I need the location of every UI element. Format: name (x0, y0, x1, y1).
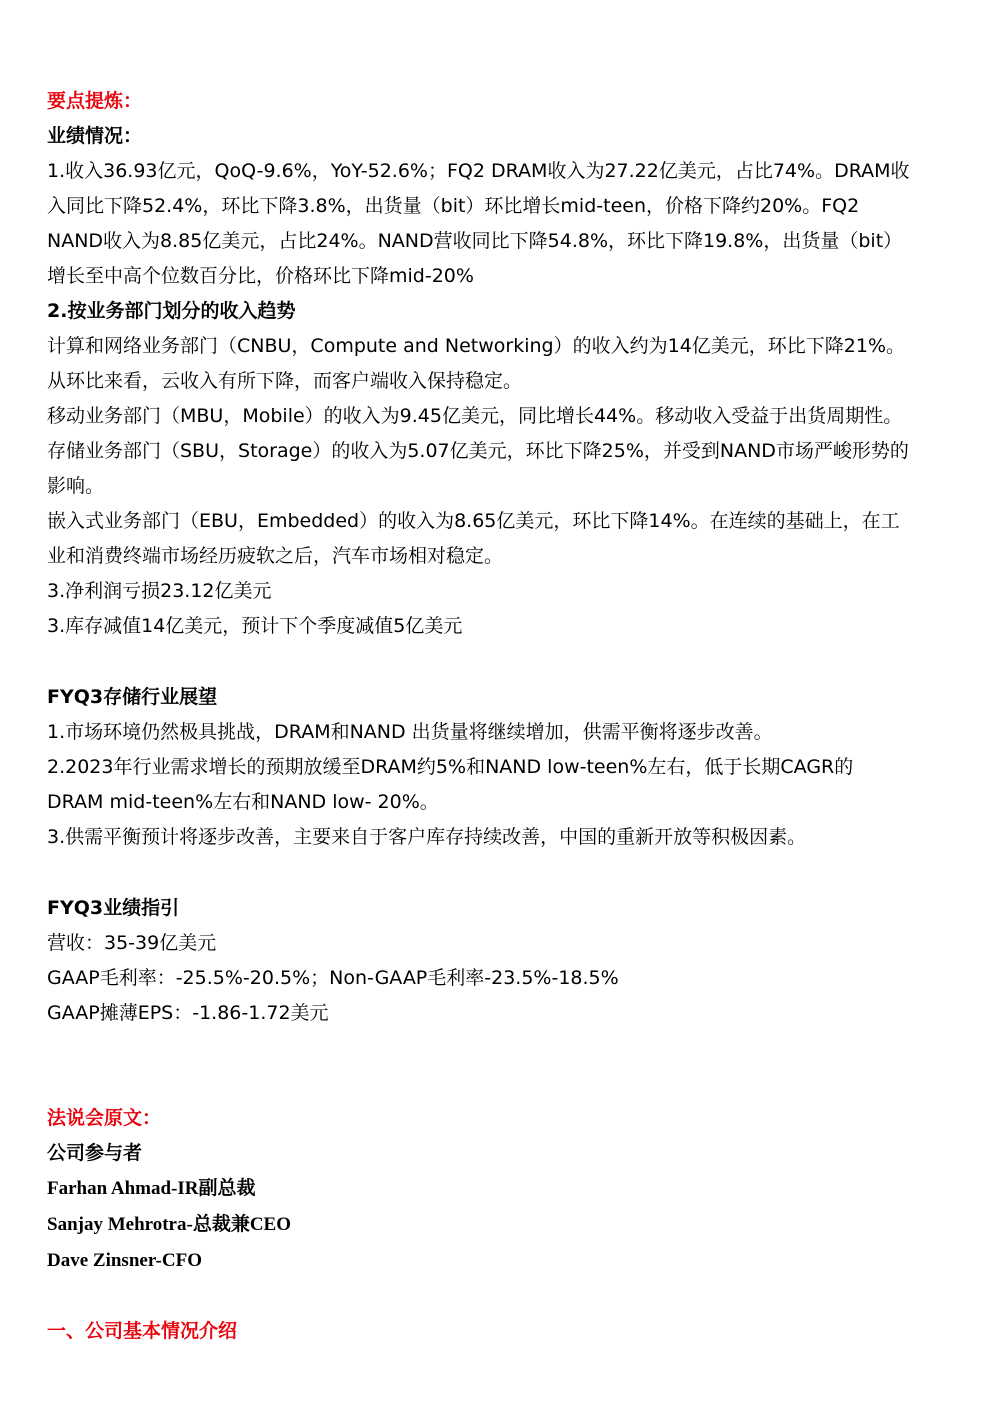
segments-line: 从环比来看，云收入有所下降，而客户端收入保持稳定。 (47, 370, 523, 392)
segments-line: 嵌入式业务部门（EBU，Embedded）的收入为8.65亿美元，环比下降14%。在连续的基础上，在工 (47, 510, 900, 532)
segments-line: 计算和网络业务部门（CNBU，Compute and Networking）的收入约为14亿美元，环比下降21%。 (47, 335, 906, 357)
net-loss-line: 3.净利润亏损23.12亿美元 (47, 580, 272, 602)
highlights-heading: 要点提炼： (47, 90, 143, 112)
segments-line: 影响。 (47, 475, 105, 497)
segments-line: 存储业务部门（SBU，Storage）的收入为5.07亿美元，环比下降25%，并受到NAND市场严峻形势的 (47, 440, 909, 462)
outlook-line: 1.市场环境仍然极具挑战，DRAM和NAND 出货量将继续增加，供需平衡将逐步改善。 (47, 721, 773, 743)
guidance-eps: GAAP摊薄EPS：-1.86-1.72美元 (47, 1002, 329, 1024)
segments-line: 业和消费终端市场经历疲软之后，汽车市场相对稳定。 (47, 545, 504, 567)
section-heading: 一、公司基本情况介绍 (47, 1320, 238, 1342)
transcript-heading: 法说会原文： (47, 1107, 162, 1129)
performance-line: 1.收入36.93亿元，QoQ-9.6%，YoY-52.6%；FQ2 DRAM收入为27.22亿美元，占比74%。DRAM收 (47, 160, 910, 182)
participants-heading: 公司参与者 (47, 1142, 143, 1164)
outlook-line: 2.2023年行业需求增长的预期放缓至DRAM约5%和NAND low-teen%左右，低于长期CAGR的 (47, 756, 854, 778)
outlook-heading: FYQ3存储行业展望 (47, 686, 218, 708)
segments-line: 移动业务部门（MBU，Mobile）的收入为9.45亿美元，同比增长44%。移动收入受益于出货周期性。 (47, 405, 903, 427)
performance-line: NAND收入为8.85亿美元，占比24%。NAND营收同比下降54.8%，环比下降19.8%，出货量（bit） (47, 230, 903, 252)
inventory-impairment-line: 3.库存减值14亿美元，预计下个季度减值5亿美元 (47, 615, 463, 637)
participant-name: Dave Zinsner-CFO (47, 1250, 202, 1271)
participant-name: Sanjay Mehrotra-总裁兼CEO (47, 1214, 291, 1235)
performance-line: 增长至中高个位数百分比，价格环比下降mid-20% (47, 265, 474, 287)
performance-line: 入同比下降52.4%，环比下降3.8%，出货量（bit）环比增长mid-teen，价格下降约20%。FQ2 (47, 195, 860, 217)
guidance-gross-margin: GAAP毛利率：-25.5%-20.5%；Non-GAAP毛利率-23.5%-18.5% (47, 967, 619, 989)
segments-heading: 2.按业务部门划分的收入趋势 (47, 300, 296, 322)
guidance-heading: FYQ3业绩指引 (47, 897, 180, 919)
guidance-revenue: 营收：35-39亿美元 (47, 932, 217, 954)
outlook-line: 3.供需平衡预计将逐步改善，主要来自于客户库存持续改善，中国的重新开放等积极因素。 (47, 826, 807, 848)
participant-name: Farhan Ahmad-IR副总裁 (47, 1178, 256, 1199)
performance-heading: 业绩情况： (47, 125, 143, 147)
outlook-line: DRAM mid-teen%左右和NAND low- 20%。 (47, 791, 439, 813)
